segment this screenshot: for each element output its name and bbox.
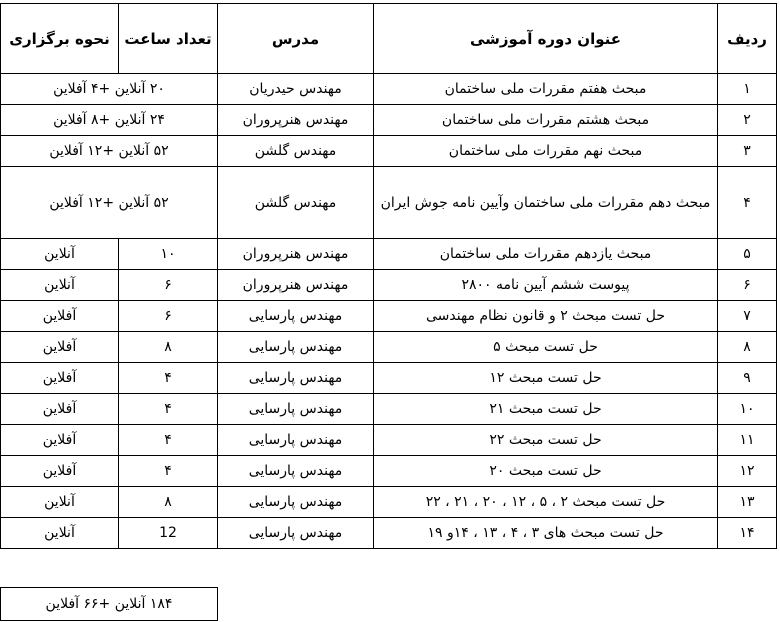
- table-row: [1, 363, 777, 394]
- row-number: ۸: [718, 332, 777, 363]
- total-hours-summary: ۱۸۴ آنلاین +۶۶ آفلاین: [1, 588, 218, 621]
- course-title: پیوست ششم آیین نامه ۲۸۰۰: [374, 270, 718, 301]
- teacher: مهندس پارسایی: [218, 301, 374, 332]
- delivery-mode: آفلاین: [1, 394, 119, 425]
- header-row: [1, 4, 777, 74]
- table-row: [1, 74, 777, 105]
- row-number: ۲: [718, 105, 777, 136]
- course-title: مبحث هشتم مقررات ملی ساختمان: [374, 105, 718, 136]
- row-number: ۴: [718, 167, 777, 239]
- header-course-title: عنوان دوره آموزشی: [374, 4, 718, 74]
- hours: ۱۰: [119, 239, 218, 270]
- table-row: [1, 487, 777, 518]
- hours: ۴: [119, 425, 218, 456]
- hours: ۴: [119, 394, 218, 425]
- table-row: [1, 167, 777, 239]
- teacher: مهندس پارسایی: [218, 456, 374, 487]
- row-number: ۱۱: [718, 425, 777, 456]
- table-row: [1, 425, 777, 456]
- hours-mode-combined: ۵۲ آنلاین +۱۲ آفلاین: [1, 136, 218, 167]
- row-number: ۱۲: [718, 456, 777, 487]
- row-number: ۷: [718, 301, 777, 332]
- teacher: مهندس حیدریان: [218, 74, 374, 105]
- total-row: [1, 588, 218, 621]
- row-number: ۱۳: [718, 487, 777, 518]
- header-row-number: ردیف: [718, 4, 777, 74]
- table-row: [1, 105, 777, 136]
- course-title: حل تست مبحث ۲۲: [374, 425, 718, 456]
- table-row: [1, 518, 777, 549]
- row-number: ۳: [718, 136, 777, 167]
- hours-mode-combined: ۲۰ آنلاین +۴ آفلاین: [1, 74, 218, 105]
- teacher: مهندس پارسایی: [218, 332, 374, 363]
- hours-mode-combined: ۲۴ آنلاین +۸ آفلاین: [1, 105, 218, 136]
- course-title: حل تست مبحث های ۳ ، ۴ ، ۱۳ ، ۱۴و ۱۹: [374, 518, 718, 549]
- total-table: [0, 587, 218, 621]
- teacher: مهندس هنرپروران: [218, 239, 374, 270]
- teacher: مهندس پارسایی: [218, 425, 374, 456]
- teacher: مهندس گلشن: [218, 167, 374, 239]
- course-title: حل تست مبحث ۲۰: [374, 456, 718, 487]
- teacher: مهندس پارسایی: [218, 487, 374, 518]
- delivery-mode: آنلاین: [1, 270, 119, 301]
- table-row: [1, 136, 777, 167]
- delivery-mode: آفلاین: [1, 332, 119, 363]
- header-hours: تعداد ساعت: [119, 4, 218, 74]
- header-mode: نحوه برگزاری: [1, 4, 119, 74]
- teacher: مهندس گلشن: [218, 136, 374, 167]
- row-number: ۱۰: [718, 394, 777, 425]
- delivery-mode: آفلاین: [1, 363, 119, 394]
- hours: ۶: [119, 301, 218, 332]
- course-title: مبحث یازدهم مقررات ملی ساختمان: [374, 239, 718, 270]
- delivery-mode: آنلاین: [1, 239, 119, 270]
- course-title: مبحث هفتم مقررات ملی ساختمان: [374, 74, 718, 105]
- table-row: [1, 301, 777, 332]
- course-table: [0, 3, 777, 549]
- teacher: مهندس هنرپروران: [218, 105, 374, 136]
- row-number: ۵: [718, 239, 777, 270]
- teacher: مهندس پارسایی: [218, 394, 374, 425]
- course-title: حل تست مبحث ۲ و قانون نظام مهندسی: [374, 301, 718, 332]
- row-number: ۱: [718, 74, 777, 105]
- delivery-mode: آنلاین: [1, 518, 119, 549]
- teacher: مهندس پارسایی: [218, 363, 374, 394]
- delivery-mode: آنلاین: [1, 487, 119, 518]
- table-row: [1, 332, 777, 363]
- course-title: حل تست مبحث ۵: [374, 332, 718, 363]
- hours: ۸: [119, 332, 218, 363]
- row-number: ۱۴: [718, 518, 777, 549]
- row-number: ۶: [718, 270, 777, 301]
- course-title: مبحث دهم مقررات ملی ساختمان وآیین نامه جوش ایران: [374, 167, 718, 239]
- hours-mode-combined: ۵۲ آنلاین +۱۲ آفلاین: [1, 167, 218, 239]
- table-row: [1, 270, 777, 301]
- course-title: حل تست مبحث ۱۲: [374, 363, 718, 394]
- hours: ۶: [119, 270, 218, 301]
- hours: ۴: [119, 456, 218, 487]
- header-teacher: مدرس: [218, 4, 374, 74]
- course-title: حل تست مبحث ۲۱: [374, 394, 718, 425]
- course-title: مبحث نهم مقررات ملی ساختمان: [374, 136, 718, 167]
- teacher: مهندس هنرپروران: [218, 270, 374, 301]
- delivery-mode: آفلاین: [1, 456, 119, 487]
- hours: ۸: [119, 487, 218, 518]
- row-number: ۹: [718, 363, 777, 394]
- course-title: حل تست مبحث ۲ ، ۵ ، ۱۲ ، ۲۰ ، ۲۱ ، ۲۲: [374, 487, 718, 518]
- teacher: مهندس پارسایی: [218, 518, 374, 549]
- delivery-mode: آفلاین: [1, 301, 119, 332]
- hours: 12: [119, 518, 218, 549]
- table-row: [1, 394, 777, 425]
- delivery-mode: آفلاین: [1, 425, 119, 456]
- table-row: [1, 239, 777, 270]
- table-row: [1, 456, 777, 487]
- hours: ۴: [119, 363, 218, 394]
